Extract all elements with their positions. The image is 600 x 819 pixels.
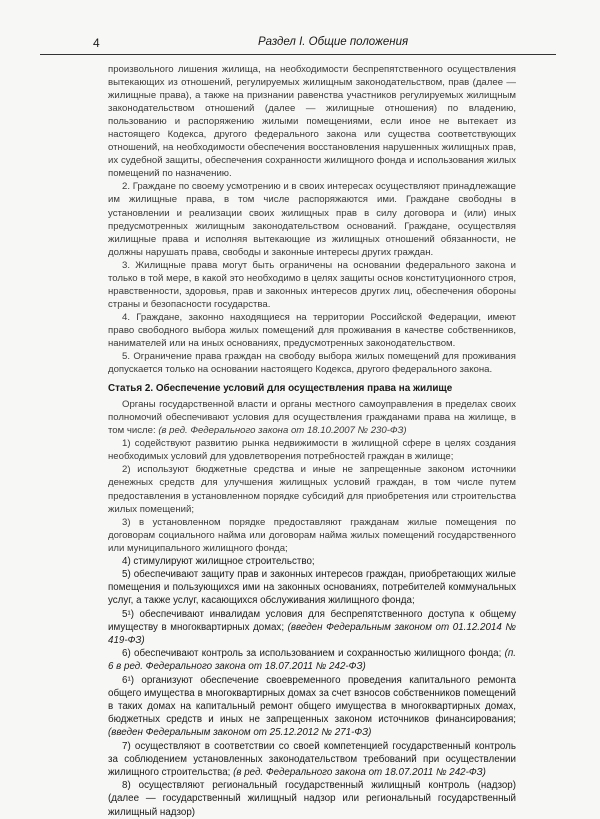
list-item-8: 8) осуществляют региональный государственный жилищный контроль (надзор) (далее — государственный жилищный надзор или региональный государственный жилищный надзор) xyxy=(108,780,516,818)
list-item-6-1: 6¹) организуют обеспечение своевременного проведения капитального ремонта общего имущества в многоквартирных домах за счет взносов собственников помещений в таких домах на капитальный ремонт общего имущества в многоквартирных домах, бюджетных средств и иных не запрещенных законом источников финансирования; (введен Федеральным законом от 25.12.2012 № 271-ФЗ) xyxy=(108,674,516,739)
list-item-1: 1) содействуют развитию рынка недвижимости в жилищной сфере в целях создания необходимых условий для удовлетворения потребностей граждан в жилище; xyxy=(108,438,516,463)
page-body xyxy=(108,63,516,819)
article-intro: Органы государственной власти и органы местного самоуправления в пределах своих полномочий обеспечивают условия для осуществления гражданами права на жилище, в том числе: (в ред. Федерального закона от 18.10.2007 № 230-ФЗ) xyxy=(108,399,516,437)
paragraph-4: 4. Граждане, законно находящиеся на территории Российской Федерации, имеют право свободного выбора жилых помещений для проживания в качестве собственников, нанимателей или на иных основаниях, предусмотренных законодательством. xyxy=(108,311,516,349)
paragraph-3: 3. Жилищные права могут быть ограничены на основании федерального закона и только в той мере, в какой это необходимо в целях защиты основ конституционного строя, нравственности, здоровья, прав и законных интересов других лиц, обеспечения обороны страны и безопасности государства. xyxy=(108,259,516,310)
page-header xyxy=(40,34,556,55)
list-item-7: 7) осуществляют в соответствии со своей компетенцией государственный контроль за соблюдением установленных законодательством требований при осуществлении жилищного строительства; (в ред. Федерального закона от 18.07.2011 № 242-ФЗ) xyxy=(108,740,516,778)
running-title: Раздел I. Общие положения xyxy=(258,36,409,48)
paragraph-5: 5. Ограничение права граждан на свободу выбора жилых помещений для проживания допускается только на основании настоящего Кодекса, другого федерального закона. xyxy=(108,351,516,376)
list-item-5-1: 5¹) обеспечивают инвалидам условия для беспрепятственного доступа к общему имуществу в многоквартирных домах; (введен Федеральным законом от 01.12.2014 № 419-ФЗ) xyxy=(108,608,516,646)
page-number: 4 xyxy=(93,36,100,50)
list-item-4: 4) стимулируют жилищное строительство; xyxy=(122,555,315,567)
list-item-5: 5) обеспечивают защиту прав и законных интересов граждан, приобретающих жилые помещения и пользующихся ими на законных основаниях, потребителей коммунальных услуг, а также услуг, касающихся обслуживания жилищного фонда; xyxy=(108,568,516,607)
paragraph-2: 2. Граждане по своему усмотрению и в своих интересах осуществляют принадлежащие им жилищные права, в том числе распоряжаются ими. Граждане свободны в установлении и реализации своих жилищных прав в силу договора и (или) иных предусмотренных жилищным законодательством оснований. Граждане, осуществляя жилищные права и исполняя вытекающие из жилищных отношений обязанности, не должны нарушать права, свободы и законные интересы других граждан. xyxy=(108,181,516,258)
list-item-6: 6) обеспечивают контроль за использованием и сохранностью жилищного фонда; (п. 6 в ред. Федерального закона от 18.07.2011 № 242-ФЗ) xyxy=(108,648,516,673)
paragraph-continuation: произвольного лишения жилища, на необходимости беспрепятственного осуществления вытекающих из отношений, регулируемых жилищным законодательством, прав (далее — жилищные права), а также на признании равенства участников регулируемых жилищным законодательством отношений (далее — жилищные отношения) по владению, пользованию и распоряжению жилыми помещениями, если иное не вытекает из настоящего Кодекса, другого федерального закона или существа соответствующих отношений, на необходимости обеспечения восстановления нарушенных жилищных прав, их судебной защиты, обеспечения сохранности жилищного фонда и использования жилых помещений по назначению. xyxy=(108,64,516,180)
article-heading: Статья 2. Обеспечение условий для осуществления права на жилище xyxy=(108,383,453,395)
list-item-3: 3) в установленном порядке предоставляют гражданам жилые помещения по договорам социального найма или договорам найма жилых помещений государственного или муниципального жилищного фонда; xyxy=(108,516,516,554)
list-item-2: 2) используют бюджетные средства и иные не запрещенные законом источники денежных средств для улучшения жилищных условий граждан, в том числе путем предоставления в установленном порядке субсидий для приобретения или строительства жилых помещений; xyxy=(108,464,516,515)
